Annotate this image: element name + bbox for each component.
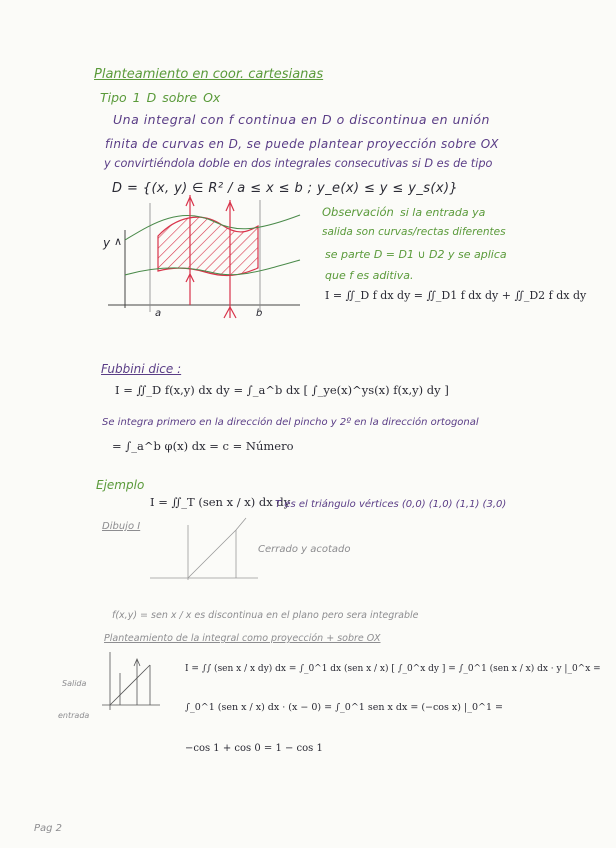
graph-y-label: y xyxy=(103,236,111,250)
projection-note: Planteamiento de la integral como proyección + sobre OX xyxy=(104,633,381,644)
observation-line-4: que f es aditiva. xyxy=(325,269,414,282)
final-result: −cos 1 + cos 0 = 1 − cos 1 xyxy=(185,743,323,754)
graph-a-label: a xyxy=(155,308,162,319)
exit-curve-ys xyxy=(125,215,300,240)
intro-line-1: Una integral con f continua en D o discontinua en unión xyxy=(113,112,490,127)
entry-curve-ye xyxy=(125,260,300,275)
subheading: Tipo 1 D sobre Ox xyxy=(100,90,221,105)
observation-line-1: si la entrada ya xyxy=(400,206,486,219)
calc-line-2: ∫_0^1 (sen x / x) dx · (x − 0) = ∫_0^1 sen x dx = (−cos x) |_0^1 = xyxy=(185,702,503,713)
calc-line-1: I = ∫∫ (sen x / x dy) dx = ∫_0^1 dx (sen x / x) [ ∫_0^x dy ] = ∫_0^1 (sen x / x) dx · y |_0^x = xyxy=(185,664,601,674)
arrow-head-left-bottom xyxy=(186,274,194,282)
small-arrow-head xyxy=(134,659,140,666)
example-title: Ejemplo xyxy=(96,478,145,492)
fubini-text: Se integra primero en la dirección del pincho y 2º en la dirección ortogonal xyxy=(102,417,479,428)
observation-line-3: se parte D = D1 ∪ D2 y se aplica xyxy=(325,248,507,261)
page-number: Pag 2 xyxy=(34,823,63,834)
example-formula: I = ∬_T (sen x / x) dx dy xyxy=(150,495,291,509)
arrow-head-right-top xyxy=(226,202,234,211)
arrow-head-right-bottom xyxy=(224,307,236,318)
small-exit-label: Salida xyxy=(62,679,87,688)
small-entry-label: entrada xyxy=(58,711,90,720)
diagonal-guide xyxy=(236,518,246,530)
graph-b-label: b xyxy=(256,308,263,319)
fubini-formula: I = ∬_D f(x,y) dx dy = ∫_a^b dx [ ∫_ye(x)^ys(x) f(x,y) dy ] xyxy=(115,383,449,397)
additivity-formula: I = ∬_D f dx dy = ∬_D1 f dx dy + ∬_D2 f dx dy xyxy=(325,289,587,302)
domain-definition: D = {(x, y) ∈ R² / a ≤ x ≤ b ; y_e(x) ≤ y ≤ y_s(x)} xyxy=(112,181,459,196)
heading: Planteamiento en coor. cartesianas xyxy=(94,67,324,82)
observation-line-2: salida son curvas/rectas diferentes xyxy=(322,226,506,238)
drawing-caption: Cerrado y acotado xyxy=(258,544,351,555)
fubini-result: = ∫_a^b φ(x) dx = c = Número xyxy=(112,439,294,453)
intro-line-3: y convirtiéndola doble en dos integrales consecutivas si D es de tipo xyxy=(104,157,493,170)
y-arrow-icon: ∧ xyxy=(114,235,123,248)
example-description: T es el triángulo vértices (0,0) (1,0) (1,1) (3,0) xyxy=(275,499,507,510)
discontinuity-note: f(x,y) = sen x / x es discontinua en el plano pero sera integrable xyxy=(112,610,419,621)
arrow-head-left-top xyxy=(186,197,194,206)
fubini-title: Fubbini dice : xyxy=(101,362,182,376)
hatched-region xyxy=(158,217,258,275)
triangle-hypotenuse xyxy=(188,530,236,578)
drawing-title: Dibujo I xyxy=(102,521,141,532)
intro-line-2: finita de curvas en D, se puede plantear proyección sobre OX xyxy=(105,137,499,151)
observation-title: Observación xyxy=(322,205,394,219)
small-hypotenuse xyxy=(110,665,150,705)
